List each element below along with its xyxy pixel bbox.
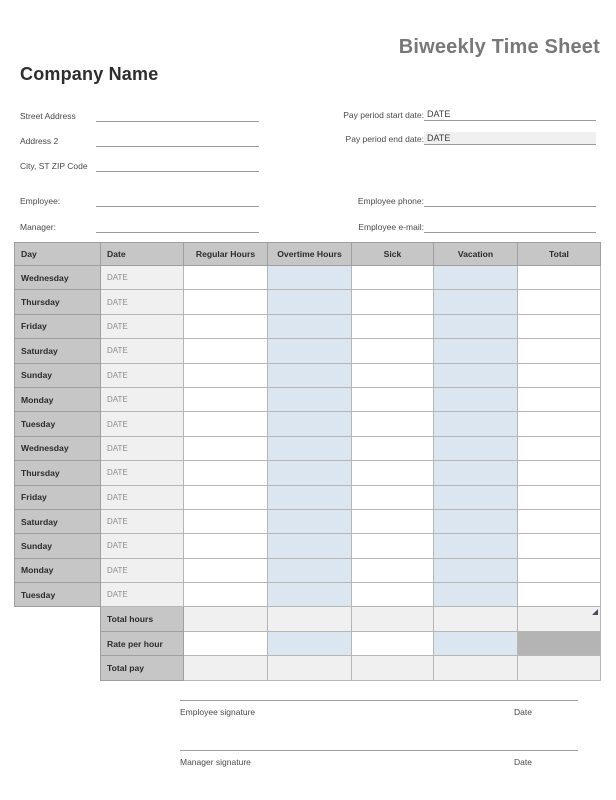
pay-period-end-input[interactable]: DATE [424, 132, 596, 145]
summary-row [15, 631, 601, 655]
vacation-cell[interactable] [434, 558, 518, 582]
date-cell[interactable]: DATE [101, 387, 184, 411]
table-row [15, 314, 601, 338]
total-cell[interactable] [518, 290, 601, 314]
employee-email-input[interactable] [424, 221, 596, 233]
sick-cell[interactable] [352, 363, 434, 387]
regular-hours-cell[interactable] [184, 509, 268, 533]
table-row [15, 534, 601, 558]
address2-field[interactable] [20, 131, 259, 147]
employee-phone-label: Employee phone: [357, 196, 424, 206]
vacation-cell[interactable] [434, 266, 518, 290]
sick-cell[interactable] [352, 583, 434, 607]
summary-regular-cell[interactable] [184, 631, 268, 655]
table-row [15, 412, 601, 436]
summary-regular-cell[interactable] [184, 656, 268, 680]
date-cell[interactable]: DATE [101, 266, 184, 290]
overtime-hours-cell[interactable] [268, 314, 352, 338]
vacation-cell[interactable] [434, 461, 518, 485]
day-cell: Saturday [15, 509, 101, 533]
sick-cell[interactable] [352, 412, 434, 436]
column-header-vacation: Vacation [434, 243, 518, 266]
timesheet-table [14, 242, 601, 681]
vacation-cell[interactable] [434, 339, 518, 363]
date-cell[interactable]: DATE [101, 509, 184, 533]
pay-period-end-field[interactable] [320, 129, 596, 145]
sick-cell[interactable] [352, 436, 434, 460]
date-cell[interactable]: DATE [101, 339, 184, 363]
vacation-cell[interactable] [434, 485, 518, 509]
total-cell[interactable] [518, 461, 601, 485]
day-cell: Thursday [15, 290, 101, 314]
regular-hours-cell[interactable] [184, 290, 268, 314]
day-cell: Sunday [15, 534, 101, 558]
manager-name-label: Manager: [20, 222, 56, 232]
date-cell[interactable]: DATE [101, 436, 184, 460]
sick-cell[interactable] [352, 266, 434, 290]
manager-signature-block [180, 750, 578, 767]
date-cell[interactable]: DATE [101, 290, 184, 314]
vacation-cell[interactable] [434, 509, 518, 533]
day-cell: Saturday [15, 339, 101, 363]
total-cell[interactable] [518, 314, 601, 338]
city-state-zip-input[interactable] [96, 160, 259, 172]
day-cell: Monday [15, 558, 101, 582]
column-header-overtime-hours: Overtime Hours [268, 243, 352, 266]
employee-name-field[interactable] [20, 191, 259, 207]
summary-vacation-cell[interactable] [434, 631, 518, 655]
day-cell: Wednesday [15, 436, 101, 460]
regular-hours-cell[interactable] [184, 314, 268, 338]
city-state-zip-label: City, ST ZIP Code [20, 161, 88, 171]
regular-hours-cell[interactable] [184, 558, 268, 582]
regular-hours-cell[interactable] [184, 363, 268, 387]
sick-cell[interactable] [352, 387, 434, 411]
summary-vacation-cell[interactable] [434, 656, 518, 680]
day-cell: Sunday [15, 363, 101, 387]
regular-hours-cell[interactable] [184, 266, 268, 290]
employee-name-label: Employee: [20, 196, 61, 206]
employee-email-field[interactable] [320, 217, 596, 233]
column-header-day: Day [15, 243, 101, 266]
total-cell[interactable] [518, 534, 601, 558]
summary-row [15, 607, 601, 631]
summary-vacation-cell[interactable] [434, 607, 518, 631]
vacation-cell[interactable] [434, 412, 518, 436]
day-cell: Tuesday [15, 583, 101, 607]
regular-hours-cell[interactable] [184, 485, 268, 509]
summary-label-cell: Total pay [101, 656, 184, 680]
summary-regular-cell[interactable] [184, 607, 268, 631]
sick-cell[interactable] [352, 558, 434, 582]
employee-phone-field[interactable] [320, 191, 596, 207]
regular-hours-cell[interactable] [184, 339, 268, 363]
total-cell[interactable] [518, 509, 601, 533]
street-address-label: Street Address [20, 111, 76, 121]
total-cell[interactable] [518, 436, 601, 460]
employee-email-label: Employee e-mail: [358, 222, 424, 232]
overtime-hours-cell[interactable] [268, 339, 352, 363]
table-row [15, 558, 601, 582]
date-cell[interactable]: DATE [101, 412, 184, 436]
day-cell: Tuesday [15, 412, 101, 436]
total-cell[interactable] [518, 363, 601, 387]
vacation-cell[interactable] [434, 290, 518, 314]
regular-hours-cell[interactable] [184, 534, 268, 558]
overtime-hours-cell[interactable] [268, 509, 352, 533]
summary-label-cell: Total hours [101, 607, 184, 631]
date-cell[interactable]: DATE [101, 461, 184, 485]
table-row [15, 485, 601, 509]
total-cell[interactable] [518, 266, 601, 290]
summary-row [15, 656, 601, 680]
sick-cell[interactable] [352, 485, 434, 509]
regular-hours-cell[interactable] [184, 387, 268, 411]
summary-total-cell[interactable] [518, 656, 601, 680]
regular-hours-cell[interactable] [184, 436, 268, 460]
table-row [15, 290, 601, 314]
manager-name-input[interactable] [96, 221, 259, 233]
manager-signature-label: Manager signature [180, 757, 251, 767]
vacation-cell[interactable] [434, 436, 518, 460]
regular-hours-cell[interactable] [184, 461, 268, 485]
employee-phone-input[interactable] [424, 195, 596, 207]
employee-signature-date-label: Date [514, 707, 532, 717]
date-cell[interactable]: DATE [101, 583, 184, 607]
city-state-zip-field[interactable] [20, 156, 259, 172]
summary-overtime-cell[interactable] [268, 656, 352, 680]
overtime-hours-cell[interactable] [268, 583, 352, 607]
overtime-hours-cell[interactable] [268, 266, 352, 290]
overtime-hours-cell[interactable] [268, 412, 352, 436]
sick-cell[interactable] [352, 534, 434, 558]
company-name[interactable]: Company Name [20, 64, 159, 84]
day-cell: Friday [15, 314, 101, 338]
employee-name-input[interactable] [96, 195, 259, 207]
day-cell: Wednesday [15, 266, 101, 290]
column-header-date: Date [101, 243, 184, 266]
summary-spacer-cell [15, 631, 101, 655]
sick-cell[interactable] [352, 339, 434, 363]
street-address-input[interactable] [96, 110, 259, 122]
table-row [15, 387, 601, 411]
date-cell[interactable]: DATE [101, 534, 184, 558]
overtime-hours-cell[interactable] [268, 363, 352, 387]
vacation-cell[interactable] [434, 314, 518, 338]
table-row [15, 339, 601, 363]
table-row [15, 436, 601, 460]
vacation-cell[interactable] [434, 583, 518, 607]
pay-period-end-label: Pay period end date: [345, 134, 424, 144]
table-row [15, 583, 601, 607]
total-cell[interactable] [518, 387, 601, 411]
overtime-hours-cell[interactable] [268, 436, 352, 460]
total-cell[interactable] [518, 485, 601, 509]
summary-sick-cell[interactable] [352, 631, 434, 655]
day-cell: Friday [15, 485, 101, 509]
date-cell[interactable]: DATE [101, 558, 184, 582]
summary-sick-cell[interactable] [352, 607, 434, 631]
column-header-total: Total [518, 243, 601, 266]
summary-overtime-cell[interactable] [268, 631, 352, 655]
employee-signature-label: Employee signature [180, 707, 256, 717]
regular-hours-cell[interactable] [184, 412, 268, 436]
column-header-regular-hours: Regular Hours [184, 243, 268, 266]
pay-period-start-label: Pay period start date: [343, 110, 424, 120]
summary-label-cell: Rate per hour [101, 631, 184, 655]
summary-total-cell [518, 631, 601, 655]
overtime-hours-cell[interactable] [268, 558, 352, 582]
total-cell[interactable] [518, 583, 601, 607]
sick-cell[interactable] [352, 461, 434, 485]
column-header-sick: Sick [352, 243, 434, 266]
overtime-hours-cell[interactable] [268, 461, 352, 485]
table-row [15, 509, 601, 533]
summary-spacer-cell [15, 607, 101, 631]
overtime-hours-cell[interactable] [268, 485, 352, 509]
date-cell[interactable]: DATE [101, 485, 184, 509]
vacation-cell[interactable] [434, 387, 518, 411]
street-address-field[interactable] [20, 106, 259, 122]
vacation-cell[interactable] [434, 534, 518, 558]
summary-spacer-cell [15, 656, 101, 680]
overtime-hours-cell[interactable] [268, 387, 352, 411]
vacation-cell[interactable] [434, 363, 518, 387]
total-cell[interactable] [518, 412, 601, 436]
manager-signature-date-label: Date [514, 757, 532, 767]
employee-signature-block [180, 700, 578, 717]
date-cell[interactable]: DATE [101, 314, 184, 338]
address2-label: Address 2 [20, 136, 59, 146]
summary-sick-cell[interactable] [352, 656, 434, 680]
sick-cell[interactable] [352, 290, 434, 314]
sick-cell[interactable] [352, 509, 434, 533]
summary-total-cell[interactable] [518, 607, 601, 631]
total-cell[interactable] [518, 339, 601, 363]
day-cell: Thursday [15, 461, 101, 485]
sick-cell[interactable] [352, 314, 434, 338]
table-row [15, 363, 601, 387]
regular-hours-cell[interactable] [184, 583, 268, 607]
overtime-hours-cell[interactable] [268, 534, 352, 558]
address2-input[interactable] [96, 135, 259, 147]
table-row [15, 461, 601, 485]
total-cell[interactable] [518, 558, 601, 582]
summary-overtime-cell[interactable] [268, 607, 352, 631]
date-cell[interactable]: DATE [101, 363, 184, 387]
manager-name-field[interactable] [20, 217, 259, 233]
table-row [15, 266, 601, 290]
pay-period-start-input[interactable]: DATE [424, 108, 596, 121]
table-header-row [15, 243, 601, 266]
pay-period-start-field[interactable] [320, 105, 596, 121]
overtime-hours-cell[interactable] [268, 290, 352, 314]
page-title: Biweekly Time Sheet [398, 36, 600, 58]
day-cell: Monday [15, 387, 101, 411]
